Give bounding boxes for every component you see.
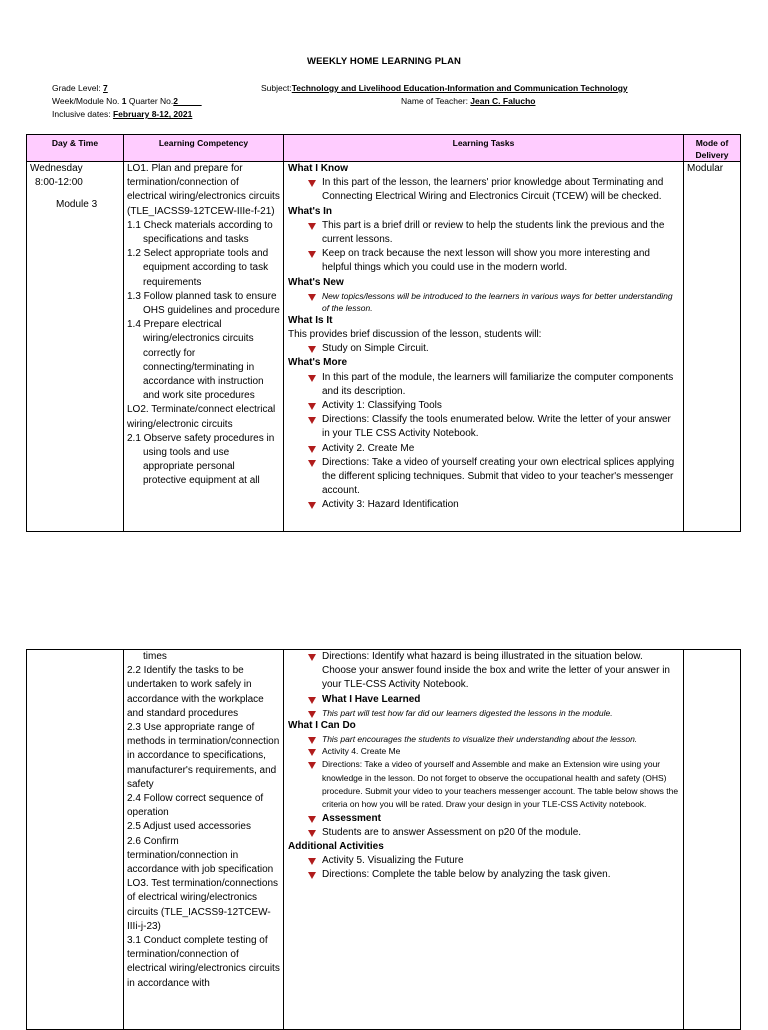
- task-bullet: Activity 1: Classifying Tools: [288, 399, 679, 413]
- task-bullet: This part is a brief drill or review to help the students link the previous and the current lessons.: [288, 219, 679, 247]
- mode-cell-empty: [684, 650, 741, 1030]
- task-bullet: Activity 5. Visualizing the Future: [288, 854, 679, 868]
- competency-item: 2.3 Use appropriate range of methods in termination/connection in accordance to specifications, manufacturer's requirements, and safety: [127, 722, 280, 790]
- task-bullet: New topics/lessons will be introduced to the learners in various ways for better understanding of the lesson.: [288, 290, 679, 314]
- table-header-row: [27, 135, 741, 162]
- competency-item: times: [143, 651, 167, 662]
- task-bullet: Students are to answer Assessment on p20 0f the module.: [288, 826, 679, 840]
- section-whats-in: What's In: [288, 205, 333, 217]
- section-what-i-can-do: What I Can Do: [288, 719, 356, 731]
- competency-item: 2.1 Observe safety procedures in using tools and use appropriate personal protective equipment at all: [127, 432, 275, 487]
- competency-item: LO3. Test termination/connections of electrical wiring/electronics circuits (TLE_IACSS9-12TCEW-IIIi-j-23): [127, 878, 279, 932]
- task-bullet: Directions: Take a video of yourself creating your own electrical splices applying the different splicing techniques. Submit that video to your teacher's messenger account.: [288, 456, 679, 499]
- task-bullet: Directions: Identify what hazard is being illustrated in the situation below. Choose your answer found inside the box and write the letter of your answer in your TLE-CSS Activity Notebook.: [288, 650, 679, 693]
- competency-item: 1.4 Prepare electrical wiring/electronics circuits correctly for connecting/terminating in accordance with instruction and work site procedures: [127, 319, 264, 402]
- learning-plan-table-2: [26, 649, 741, 1030]
- competency-item: LO1. Plan and prepare for termination/connection of electrical wiring/electronics circuits (TLE_IACSS9-12TCEW-IIIe-f-21): [127, 163, 280, 217]
- tasks-cell: [284, 162, 684, 532]
- header-competency: Learning Competency: [124, 135, 284, 162]
- competency-item: 3.1 Conduct complete testing of termination/connection of electrical wiring/electronics circuits in accordance with: [127, 935, 280, 989]
- task-bullet: Study on Simple Circuit.: [288, 342, 679, 356]
- day-time-cell-empty: [27, 650, 124, 1030]
- document-title: WEEKLY HOME LEARNING PLAN: [307, 56, 461, 67]
- section-whats-new: What's New: [288, 276, 344, 288]
- task-bullet: Activity 4. Create Me: [288, 745, 679, 758]
- competency-item: 2.4 Follow correct sequence of operation: [127, 793, 264, 819]
- section-assessment: Assessment: [288, 812, 679, 826]
- task-bullet: Keep on track because the next lesson will show you more interesting and helpful things which you could use in the modern world.: [288, 247, 679, 275]
- table-row: [27, 162, 741, 532]
- section-whats-more: What's More: [288, 357, 348, 369]
- tasks-cell: [284, 650, 684, 1030]
- competency-cell: [124, 162, 284, 532]
- task-bullet: In this part of the lesson, the learners' prior knowledge about Terminating and Connecting Electrical Wiring and Electronics Circuit (TCEW) will be checked.: [288, 176, 679, 204]
- competency-item: 2.6 Confirm termination/connection in accordance with job specification: [127, 835, 274, 876]
- inclusive-dates: Inclusive dates: February 8-12, 2021: [52, 109, 193, 119]
- mode-cell: Modular: [684, 162, 741, 532]
- section-additional-activities: Additional Activities: [288, 840, 384, 852]
- competency-item: 2.5 Adjust used accessories: [127, 821, 251, 833]
- teacher-name: Name of Teacher: Jean C. Falucho: [401, 96, 536, 106]
- table-row: [27, 650, 741, 1030]
- task-bullet: In this part of the module, the learners will familiarize the computer components and its description.: [288, 371, 679, 399]
- task-bullet: Activity 3: Hazard Identification: [288, 498, 679, 512]
- section-what-is-it: What Is It: [288, 314, 333, 326]
- competency-item: 1.3 Follow planned task to ensure OHS guidelines and procedure: [127, 290, 280, 317]
- grade-level: Grade Level: 7: [52, 83, 108, 93]
- task-bullet: Directions: Complete the table below by analyzing the task given.: [288, 868, 679, 882]
- competency-cell: [124, 650, 284, 1030]
- day-time-cell: Wednesday 8:00-12:00 Module 3: [27, 162, 124, 532]
- header-day-time: Day & Time: [27, 135, 124, 162]
- task-text: This provides brief discussion of the lesson, students will:: [288, 329, 542, 341]
- task-bullet: Directions: Classify the tools enumerated below. Write the letter of your answer in your TLE CSS Activity Notebook.: [288, 413, 679, 441]
- task-bullet: Activity 2. Create Me: [288, 442, 679, 456]
- week-module: Week/Module No. 1 Quarter No.2: [52, 96, 179, 106]
- section-what-i-know: What I Know: [288, 163, 348, 174]
- learning-plan-table-1: [26, 134, 741, 532]
- competency-item: 2.2 Identify the tasks to be undertaken to work safely in accordance with the workplace and standard procedures: [127, 665, 264, 719]
- competency-item: LO2. Terminate/connect electrical wiring/electronic circuits: [127, 404, 276, 430]
- header-mode: Mode of Delivery: [684, 135, 741, 162]
- task-bullet: This part will test how far did our learners digested the lessons in the module.: [288, 707, 679, 719]
- task-bullet: This part encourages the students to visualize their understanding about the lesson.: [288, 733, 679, 745]
- task-bullet: Directions: Take a video of yourself and Assemble and make an Extension wire using your knowledge in the lesson. Do not forget to observe the occupational health and safety (OHS) procedure. Submit your video to your teachers messenger account. The table below shows the criteria on how you will be rated. Draw your design in your TLE-CSS Activity notebook.: [288, 758, 679, 811]
- competency-item: 1.2 Select appropriate tools and equipment according to task requirements: [127, 248, 269, 288]
- subject: Subject:Technology and Livelihood Education-Information and Communication Technology: [261, 83, 628, 93]
- section-what-i-have-learned: What I Have Learned: [288, 693, 679, 707]
- header-tasks: Learning Tasks: [284, 135, 684, 162]
- competency-item: 1.1 Check materials according to specifications and tasks: [127, 219, 273, 246]
